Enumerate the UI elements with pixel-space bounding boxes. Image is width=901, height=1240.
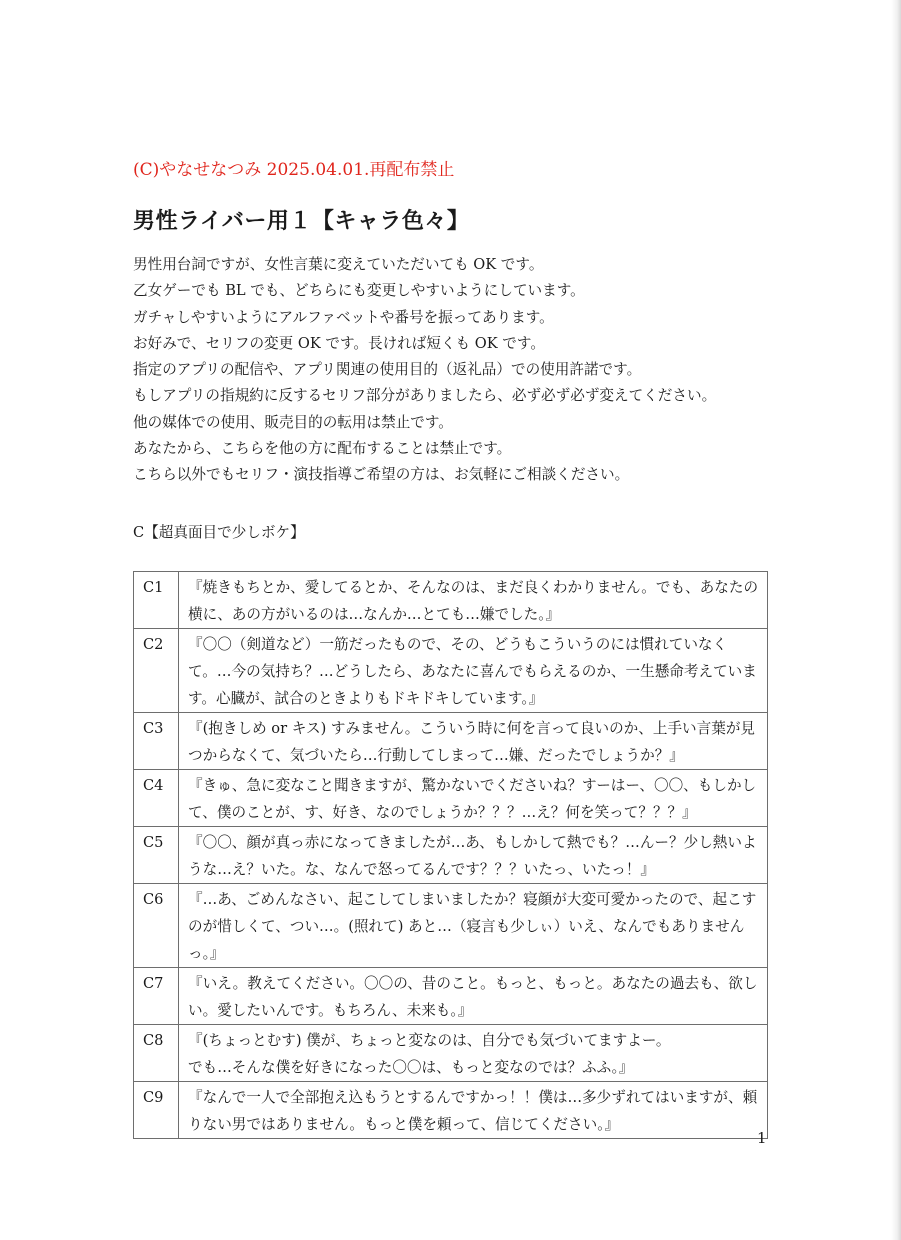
table-row: [134, 968, 768, 1025]
line-id: C7: [134, 968, 179, 1025]
line-id: C4: [134, 770, 179, 827]
intro-line: 男性用台詞ですが、女性言葉に変えていただいても OK です。: [133, 256, 544, 273]
intro-line: こちら以外でもセリフ・演技指導ご希望の方は、お気軽にご相談ください。: [133, 466, 630, 484]
page-edge-shadow: [891, 0, 901, 1240]
intro-line: 指定のアプリの配信や、アプリ関連の使用目的（返礼品）での使用許諾です。: [133, 361, 642, 379]
line-text: 『きゅ、急に変なこと聞きますが、驚かないでくださいね？すーはー、〇〇、もしかして、僕のことが、す、好き、なのでしょうか？？？…え？何を笑って？？？』: [179, 770, 768, 827]
intro-line: もしアプリの指規約に反するセリフ部分がありましたら、必ず必ず必ず変えてください。: [133, 387, 717, 405]
intro-line: ガチャしやすいようにアルファベットや番号を振ってあります。: [133, 308, 554, 326]
table-row: [134, 572, 768, 629]
section-heading: C【超真面目で少しボケ】: [133, 524, 305, 541]
intro-line: お好みで、セリフの変更 OK です。長ければ短くも OK です。: [133, 334, 545, 352]
line-id: C8: [134, 1025, 179, 1082]
line-id: C6: [134, 884, 179, 968]
document-title: 男性ライバー用１【キャラ色々】: [133, 208, 470, 234]
table-row: [134, 770, 768, 827]
line-text: 『〇〇、顔が真っ赤になってきましたが…あ、もしかして熱でも？…んー？少し熱いような…え？いた。な、なんで怒ってるんです？？？いたっ、いたっ！』: [179, 827, 768, 884]
line-text: 『いえ。教えてください。〇〇の、昔のこと。もっと、もっと。あなたの過去も、欲しい。愛したいんです。もちろん、未来も。』: [179, 968, 768, 1025]
line-text: 『(ちょっとむす) 僕が、ちょっと変なのは、自分でも気づいてますよー。 でも…そんな僕を好きになった〇〇は、もっと変なのでは？ふふ。』: [179, 1025, 768, 1082]
line-id: C9: [134, 1082, 179, 1139]
table-row: [134, 1025, 768, 1082]
table-row: [134, 629, 768, 713]
line-text: 『〇〇（剣道など）一筋だったもので、その、どうもこういうのには慣れていなくて。…今の気持ち？…どうしたら、あなたに喜んでもらえるのか、一生懸命考えています。心臓が、試合のときよりもドキドキしています。』: [179, 629, 768, 713]
line-id: C2: [134, 629, 179, 713]
table-row: [134, 884, 768, 968]
line-id: C1: [134, 572, 179, 629]
table-row: [134, 1082, 768, 1139]
dialogue-table: [133, 571, 768, 1139]
table-row: [134, 713, 768, 770]
line-id: C3: [134, 713, 179, 770]
copyright-notice: (C)やなせなつみ 2025.04.01.再配布禁止: [133, 160, 455, 180]
line-text: 『焼きもちとか、愛してるとか、そんなのは、まだ良くわかりません。でも、あなたの横に、あの方がいるのは…なんか…とても…嫌でした。』: [179, 572, 768, 629]
table-row: [134, 827, 768, 884]
line-id: C5: [134, 827, 179, 884]
intro-line: 乙女ゲーでも BL でも、どちらにも変更しやすいようにしています。: [133, 282, 585, 300]
intro-paragraph: [133, 252, 716, 489]
intro-line: あなたから、こちらを他の方に配布することは禁止です。: [133, 440, 512, 458]
line-text: 『…あ、ごめんなさい、起こしてしまいましたか？寝顔が大変可愛かったので、起こすのが惜しくて、つい…。(照れて) あと…（寝言も少しぃ）いえ、なんでもありませんっ。』: [179, 884, 768, 968]
line-text: 『(抱きしめ or キス) すみません。こういう時に何を言って良いのか、上手い言葉が見つからなくて、気づいたら…行動してしまって…嫌、だったでしょうか？』: [179, 713, 768, 770]
page-number: 1: [757, 1129, 767, 1147]
intro-line: 他の媒体での使用、販売目的の転用は禁止です。: [133, 413, 453, 431]
line-text: 『なんで一人で全部抱え込もうとするんですかっ！！僕は…多少ずれてはいますが、頼りない男ではありません。もっと僕を頼って、信じてください。』: [179, 1082, 768, 1139]
